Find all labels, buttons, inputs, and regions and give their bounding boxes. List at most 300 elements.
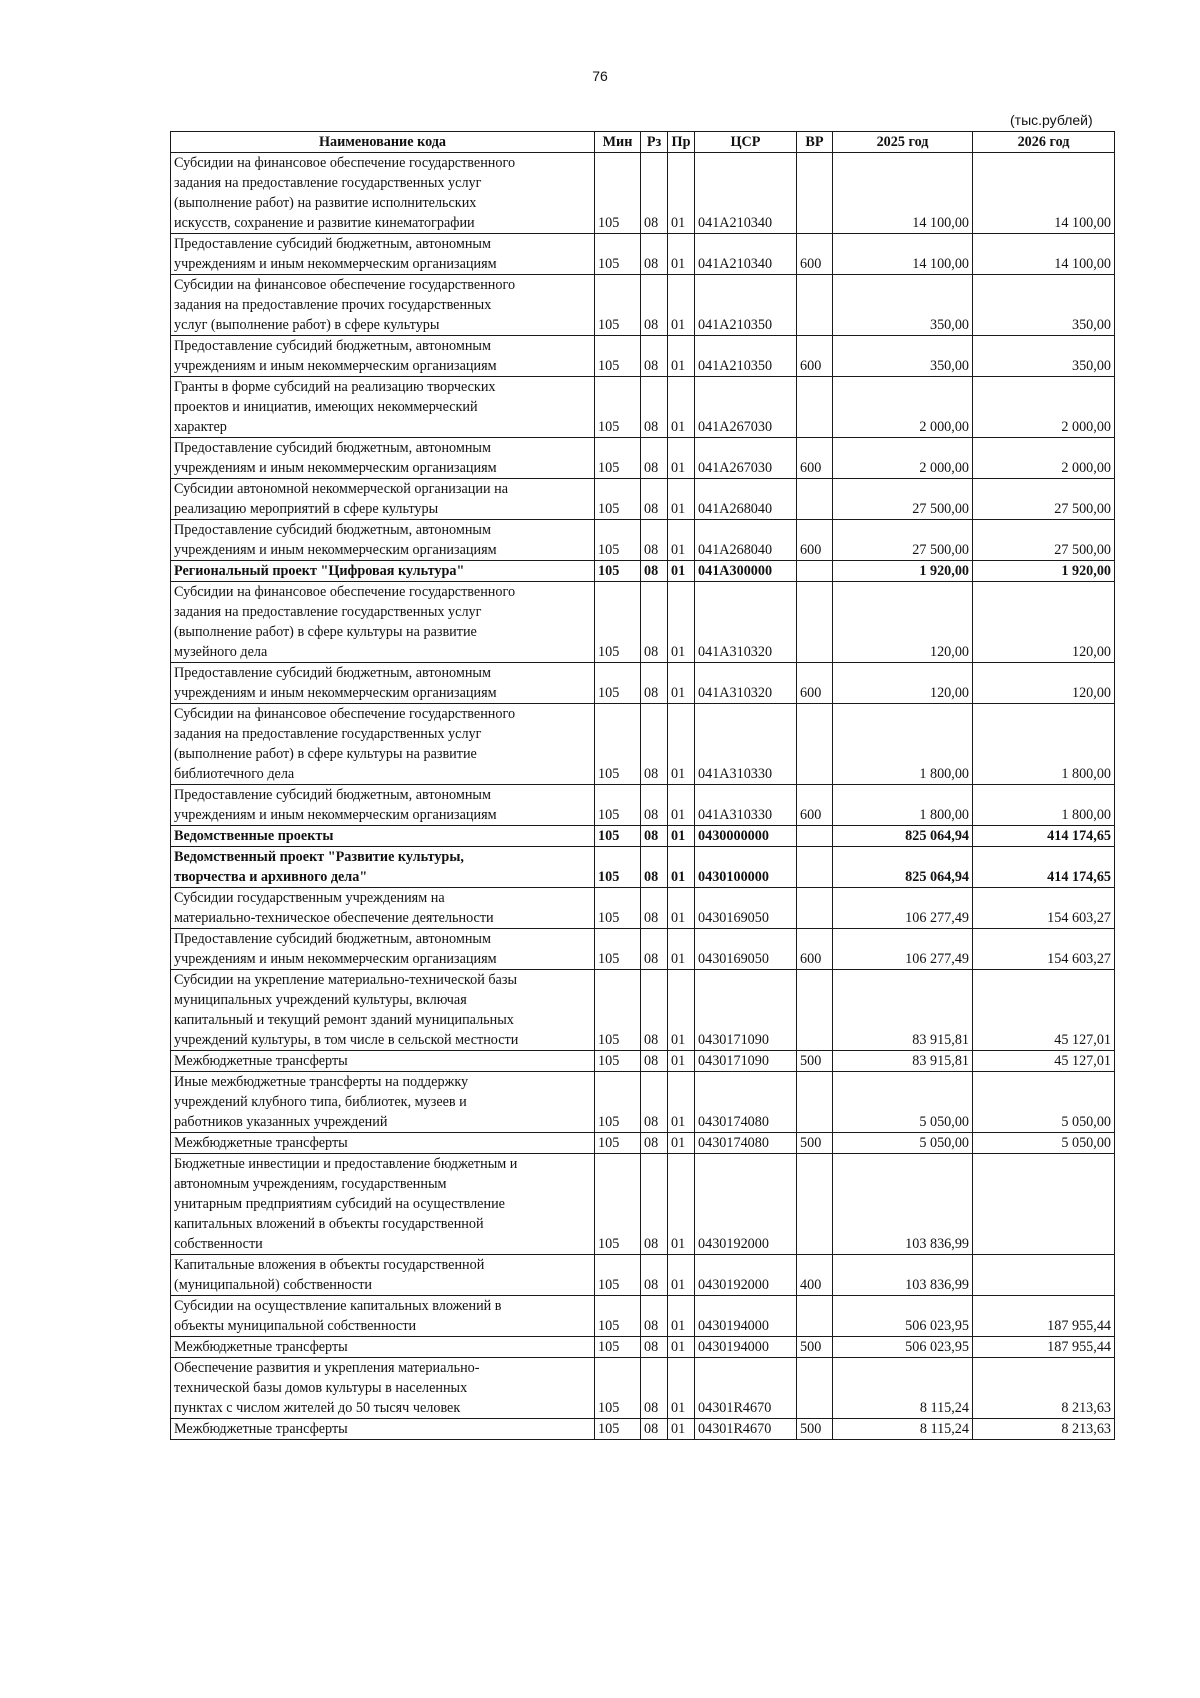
cell-name-line: Ведомственные проекты: [174, 828, 334, 844]
cell-vr: 600: [797, 438, 833, 479]
cell-csr: 041A310320: [695, 663, 797, 704]
cell-vr: [797, 1154, 833, 1255]
cell-rz: 08: [641, 1133, 668, 1154]
cell-name-line: Гранты в форме субсидий на реализацию творческих: [174, 379, 496, 395]
cell-vr: [797, 704, 833, 785]
cell-name-line: учреждениям и иным некоммерческим организациям: [174, 358, 497, 374]
cell-vr: [797, 970, 833, 1051]
cell-min: 105: [595, 785, 641, 826]
cell-name-line: (выполнение работ) в сфере культуры на развитие: [174, 746, 477, 762]
table-row: [171, 929, 1115, 970]
cell-csr: 041A310330: [695, 785, 797, 826]
cell-name-line: Предоставление субсидий бюджетным, автономным: [174, 931, 491, 947]
cell-min: 105: [595, 336, 641, 377]
cell-name-line: Субсидии на осуществление капитальных вложений в: [174, 1298, 502, 1314]
cell-csr: 0430174080: [695, 1072, 797, 1133]
cell-csr: 0430169050: [695, 888, 797, 929]
cell-rz: 08: [641, 1419, 668, 1440]
cell-vr: [797, 275, 833, 336]
cell-pr: 01: [668, 479, 695, 520]
cell-pr: 01: [668, 929, 695, 970]
cell-name: [171, 1419, 595, 1440]
cell-min: 105: [595, 1358, 641, 1419]
cell-vr: [797, 377, 833, 438]
cell-rz: 08: [641, 847, 668, 888]
cell-rz: 08: [641, 1072, 668, 1133]
cell-name-line: Межбюджетные трансферты: [174, 1421, 348, 1437]
cell-rz: 08: [641, 888, 668, 929]
cell-name-line: искусств, сохранение и развитие кинематографии: [174, 215, 475, 231]
cell-name: [171, 377, 595, 438]
table-row: [171, 1072, 1115, 1133]
cell-2026: 14 100,00: [973, 153, 1115, 234]
cell-2026: 120,00: [973, 663, 1115, 704]
table-row: [171, 1133, 1115, 1154]
cell-name-line: задания на предоставление прочих государственных: [174, 297, 492, 313]
cell-min: 105: [595, 1296, 641, 1337]
header-csr: ЦСР: [695, 132, 797, 153]
cell-name-line: музейного дела: [174, 644, 268, 660]
cell-2025: 506 023,95: [833, 1337, 973, 1358]
cell-2025: 14 100,00: [833, 153, 973, 234]
cell-vr: [797, 582, 833, 663]
table-row: [171, 520, 1115, 561]
cell-pr: 01: [668, 1419, 695, 1440]
cell-2026: 154 603,27: [973, 929, 1115, 970]
cell-min: 105: [595, 663, 641, 704]
cell-rz: 08: [641, 336, 668, 377]
cell-vr: 600: [797, 234, 833, 275]
cell-pr: 01: [668, 561, 695, 582]
cell-2026: 187 955,44: [973, 1337, 1115, 1358]
cell-rz: 08: [641, 479, 668, 520]
cell-vr: [797, 479, 833, 520]
cell-2025: 350,00: [833, 336, 973, 377]
cell-name-line: Капитальные вложения в объекты государственной: [174, 1257, 485, 1273]
cell-pr: 01: [668, 1358, 695, 1419]
cell-csr: 0430171090: [695, 1051, 797, 1072]
cell-2025: 103 836,99: [833, 1154, 973, 1255]
cell-vr: 500: [797, 1051, 833, 1072]
cell-2025: 27 500,00: [833, 479, 973, 520]
cell-csr: 041A210350: [695, 275, 797, 336]
cell-csr: 041A267030: [695, 438, 797, 479]
cell-name: [171, 785, 595, 826]
cell-name-line: Субсидии на финансовое обеспечение государственного: [174, 277, 516, 293]
cell-pr: 01: [668, 1051, 695, 1072]
cell-pr: 01: [668, 582, 695, 663]
cell-name-line: учреждениям и иным некоммерческим организациям: [174, 685, 497, 701]
cell-csr: 0430171090: [695, 970, 797, 1051]
cell-rz: 08: [641, 1051, 668, 1072]
table-row: [171, 1296, 1115, 1337]
cell-2025: 103 836,99: [833, 1255, 973, 1296]
cell-csr: 0430194000: [695, 1296, 797, 1337]
cell-rz: 08: [641, 826, 668, 847]
cell-min: 105: [595, 1051, 641, 1072]
header-vr: ВР: [797, 132, 833, 153]
cell-vr: 600: [797, 336, 833, 377]
cell-pr: 01: [668, 234, 695, 275]
cell-name: [171, 1358, 595, 1419]
cell-rz: 08: [641, 704, 668, 785]
cell-2025: 1 920,00: [833, 561, 973, 582]
cell-csr: 0430100000: [695, 847, 797, 888]
cell-name-line: автономным учреждениям, государственным: [174, 1176, 447, 1192]
cell-pr: 01: [668, 1255, 695, 1296]
cell-pr: 01: [668, 438, 695, 479]
cell-2025: 120,00: [833, 582, 973, 663]
cell-rz: 08: [641, 1154, 668, 1255]
cell-2026: 120,00: [973, 582, 1115, 663]
cell-min: 105: [595, 479, 641, 520]
cell-2026: 1 800,00: [973, 785, 1115, 826]
cell-rz: 08: [641, 377, 668, 438]
cell-name-line: Межбюджетные трансферты: [174, 1339, 348, 1355]
table-row: [171, 970, 1115, 1051]
cell-name-line: услуг (выполнение работ) в сфере культуры: [174, 317, 440, 333]
cell-pr: 01: [668, 970, 695, 1051]
cell-min: 105: [595, 1154, 641, 1255]
cell-name-line: Субсидии на финансовое обеспечение государственного: [174, 155, 516, 171]
page-number: 76: [592, 68, 608, 84]
cell-2025: 2 000,00: [833, 438, 973, 479]
cell-name: [171, 826, 595, 847]
cell-2025: 1 800,00: [833, 785, 973, 826]
cell-rz: 08: [641, 929, 668, 970]
table-row: [171, 888, 1115, 929]
cell-name-line: Ведомственный проект "Развитие культуры,: [174, 849, 464, 865]
table-row: [171, 153, 1115, 234]
cell-vr: [797, 153, 833, 234]
cell-2025: 1 800,00: [833, 704, 973, 785]
cell-vr: [797, 888, 833, 929]
table-row: [171, 1358, 1115, 1419]
cell-csr: 041A268040: [695, 520, 797, 561]
cell-name: [171, 561, 595, 582]
cell-min: 105: [595, 234, 641, 275]
cell-vr: [797, 847, 833, 888]
cell-name-line: Субсидии на финансовое обеспечение государственного: [174, 706, 516, 722]
cell-name-line: пунктах с числом жителей до 50 тысяч человек: [174, 1400, 461, 1416]
cell-rz: 08: [641, 275, 668, 336]
cell-name-line: (муниципальной) собственности: [174, 1277, 373, 1293]
cell-name-line: Предоставление субсидий бюджетным, автономным: [174, 236, 491, 252]
cell-min: 105: [595, 275, 641, 336]
cell-vr: 600: [797, 663, 833, 704]
cell-name: [171, 520, 595, 561]
cell-2025: 350,00: [833, 275, 973, 336]
cell-name: [171, 1133, 595, 1154]
cell-rz: 08: [641, 785, 668, 826]
table-row: [171, 377, 1115, 438]
cell-name-line: задания на предоставление государственных услуг: [174, 175, 482, 191]
cell-name-line: учреждениям и иным некоммерческим организациям: [174, 542, 497, 558]
table-row: [171, 438, 1115, 479]
cell-min: 105: [595, 582, 641, 663]
header-2025: 2025 год: [833, 132, 973, 153]
cell-name-line: Предоставление субсидий бюджетным, автономным: [174, 665, 491, 681]
cell-min: 105: [595, 1072, 641, 1133]
table-row: [171, 275, 1115, 336]
cell-2025: 2 000,00: [833, 377, 973, 438]
cell-pr: 01: [668, 1337, 695, 1358]
cell-vr: 600: [797, 929, 833, 970]
cell-csr: 041A310330: [695, 704, 797, 785]
cell-2026: 414 174,65: [973, 826, 1115, 847]
cell-name-line: капитальных вложений в объекты государственной: [174, 1216, 484, 1232]
cell-name: [171, 275, 595, 336]
cell-vr: [797, 1358, 833, 1419]
cell-vr: 400: [797, 1255, 833, 1296]
cell-name: [171, 888, 595, 929]
cell-csr: 0430174080: [695, 1133, 797, 1154]
cell-vr: [797, 826, 833, 847]
cell-csr: 041A267030: [695, 377, 797, 438]
header-row: [171, 132, 1115, 153]
cell-name-line: Субсидии на финансовое обеспечение государственного: [174, 584, 516, 600]
cell-pr: 01: [668, 888, 695, 929]
cell-name-line: учреждений культуры, в том числе в сельской местности: [174, 1032, 519, 1048]
table-row: [171, 847, 1115, 888]
table-row: [171, 234, 1115, 275]
cell-name-line: объекты муниципальной собственности: [174, 1318, 417, 1334]
cell-2025: 106 277,49: [833, 929, 973, 970]
cell-2026: 187 955,44: [973, 1296, 1115, 1337]
table-row: [171, 561, 1115, 582]
cell-vr: 500: [797, 1337, 833, 1358]
cell-name-line: задания на предоставление государственных услуг: [174, 726, 482, 742]
cell-name-line: учреждениям и иным некоммерческим организациям: [174, 460, 497, 476]
cell-name: [171, 582, 595, 663]
cell-name-line: Предоставление субсидий бюджетным, автономным: [174, 522, 491, 538]
cell-csr: 041A310320: [695, 582, 797, 663]
cell-csr: 04301R4670: [695, 1419, 797, 1440]
table-row: [171, 663, 1115, 704]
cell-csr: 04301R4670: [695, 1358, 797, 1419]
cell-rz: 08: [641, 1337, 668, 1358]
cell-2026: 1 920,00: [973, 561, 1115, 582]
cell-name-line: задания на предоставление государственных услуг: [174, 604, 482, 620]
cell-csr: 041A300000: [695, 561, 797, 582]
cell-2026: 1 800,00: [973, 704, 1115, 785]
table-row: [171, 826, 1115, 847]
cell-pr: 01: [668, 704, 695, 785]
cell-pr: 01: [668, 826, 695, 847]
cell-csr: 041A210340: [695, 153, 797, 234]
cell-2025: 8 115,24: [833, 1419, 973, 1440]
cell-name-line: (выполнение работ) на развитие исполнительских: [174, 195, 477, 211]
table-row: [171, 704, 1115, 785]
cell-name-line: технической базы домов культуры в населенных: [174, 1380, 468, 1396]
cell-name-line: Межбюджетные трансферты: [174, 1053, 348, 1069]
cell-2026: 2 000,00: [973, 377, 1115, 438]
cell-name: [171, 1051, 595, 1072]
cell-2025: 120,00: [833, 663, 973, 704]
cell-name-line: проектов и инициатив, имеющих некоммерческий: [174, 399, 478, 415]
cell-name-line: Предоставление субсидий бюджетным, автономным: [174, 338, 491, 354]
header-pr: Пр: [668, 132, 695, 153]
cell-name: [171, 336, 595, 377]
cell-name: [171, 663, 595, 704]
cell-name: [171, 1154, 595, 1255]
cell-min: 105: [595, 153, 641, 234]
cell-min: 105: [595, 520, 641, 561]
cell-name-line: Региональный проект "Цифровая культура": [174, 563, 465, 579]
cell-2026: 5 050,00: [973, 1072, 1115, 1133]
cell-2026: [973, 1255, 1115, 1296]
cell-2026: 14 100,00: [973, 234, 1115, 275]
table-row: [171, 582, 1115, 663]
cell-pr: 01: [668, 1154, 695, 1255]
cell-csr: 0430192000: [695, 1154, 797, 1255]
cell-2025: 825 064,94: [833, 847, 973, 888]
cell-name: [171, 847, 595, 888]
cell-min: 105: [595, 1133, 641, 1154]
cell-min: 105: [595, 929, 641, 970]
cell-vr: 500: [797, 1133, 833, 1154]
table-row: [171, 1337, 1115, 1358]
cell-min: 105: [595, 1419, 641, 1440]
cell-vr: 500: [797, 1419, 833, 1440]
cell-min: 105: [595, 970, 641, 1051]
table-row: [171, 1154, 1115, 1255]
cell-name-line: творчества и архивного дела": [174, 869, 368, 885]
cell-pr: 01: [668, 275, 695, 336]
cell-2025: 83 915,81: [833, 970, 973, 1051]
cell-name: [171, 479, 595, 520]
cell-name-line: Иные межбюджетные трансферты на поддержку: [174, 1074, 469, 1090]
cell-name: [171, 1296, 595, 1337]
cell-2026: 27 500,00: [973, 479, 1115, 520]
cell-rz: 08: [641, 970, 668, 1051]
cell-vr: [797, 1072, 833, 1133]
cell-min: 105: [595, 1337, 641, 1358]
cell-min: 105: [595, 888, 641, 929]
cell-2026: 8 213,63: [973, 1358, 1115, 1419]
cell-2026: 8 213,63: [973, 1419, 1115, 1440]
cell-name: [171, 929, 595, 970]
cell-2025: 5 050,00: [833, 1133, 973, 1154]
cell-rz: 08: [641, 1358, 668, 1419]
cell-pr: 01: [668, 1296, 695, 1337]
cell-pr: 01: [668, 847, 695, 888]
cell-pr: 01: [668, 663, 695, 704]
cell-name: [171, 1255, 595, 1296]
cell-name-line: учреждениям и иным некоммерческим организациям: [174, 256, 497, 272]
cell-2026: 45 127,01: [973, 1051, 1115, 1072]
cell-name-line: Субсидии автономной некоммерческой организации на: [174, 481, 509, 497]
cell-csr: 041A210340: [695, 234, 797, 275]
cell-2026: 27 500,00: [973, 520, 1115, 561]
cell-rz: 08: [641, 438, 668, 479]
cell-min: 105: [595, 561, 641, 582]
cell-name-line: капитальный и текущий ремонт зданий муниципальных: [174, 1012, 514, 1028]
cell-vr: [797, 561, 833, 582]
cell-pr: 01: [668, 336, 695, 377]
cell-rz: 08: [641, 663, 668, 704]
cell-csr: 0430192000: [695, 1255, 797, 1296]
cell-2026: 5 050,00: [973, 1133, 1115, 1154]
cell-2025: 27 500,00: [833, 520, 973, 561]
cell-name-line: реализацию мероприятий в сфере культуры: [174, 501, 439, 517]
cell-2026: 154 603,27: [973, 888, 1115, 929]
cell-name-line: Бюджетные инвестиции и предоставление бюджетным и: [174, 1156, 518, 1172]
table-row: [171, 1051, 1115, 1072]
cell-name: [171, 234, 595, 275]
budget-table: [170, 131, 1115, 1440]
cell-name-line: собственности: [174, 1236, 263, 1252]
cell-csr: 0430000000: [695, 826, 797, 847]
cell-2026: 2 000,00: [973, 438, 1115, 479]
cell-name: [171, 438, 595, 479]
cell-min: 105: [595, 704, 641, 785]
cell-2026: [973, 1154, 1115, 1255]
cell-2025: 8 115,24: [833, 1358, 973, 1419]
cell-2026: 414 174,65: [973, 847, 1115, 888]
cell-name-line: учреждениям и иным некоммерческим организациям: [174, 807, 497, 823]
cell-2025: 83 915,81: [833, 1051, 973, 1072]
cell-2025: 14 100,00: [833, 234, 973, 275]
cell-2025: 825 064,94: [833, 826, 973, 847]
cell-min: 105: [595, 377, 641, 438]
cell-pr: 01: [668, 1133, 695, 1154]
cell-csr: 0430194000: [695, 1337, 797, 1358]
cell-vr: 600: [797, 520, 833, 561]
cell-min: 105: [595, 1255, 641, 1296]
cell-name: [171, 1072, 595, 1133]
cell-name-line: Субсидии государственным учреждениям на: [174, 890, 445, 906]
cell-pr: 01: [668, 1072, 695, 1133]
cell-name-line: Предоставление субсидий бюджетным, автономным: [174, 787, 491, 803]
cell-name-line: работников указанных учреждений: [174, 1114, 388, 1130]
cell-name-line: учреждениям и иным некоммерческим организациям: [174, 951, 497, 967]
table-row: [171, 1255, 1115, 1296]
cell-2025: 506 023,95: [833, 1296, 973, 1337]
cell-csr: 041A210350: [695, 336, 797, 377]
cell-2025: 106 277,49: [833, 888, 973, 929]
cell-name-line: Субсидии на укрепление материально-технической базы: [174, 972, 517, 988]
cell-rz: 08: [641, 234, 668, 275]
cell-name-line: Предоставление субсидий бюджетным, автономным: [174, 440, 491, 456]
cell-name: [171, 970, 595, 1051]
header-rz: Рз: [641, 132, 668, 153]
cell-csr: 041A268040: [695, 479, 797, 520]
cell-name-line: характер: [174, 419, 227, 435]
cell-rz: 08: [641, 520, 668, 561]
cell-name-line: библиотечного дела: [174, 766, 295, 782]
cell-2025: 5 050,00: [833, 1072, 973, 1133]
cell-name-line: унитарным предприятиям субсидий на осуществление: [174, 1196, 505, 1212]
cell-csr: 0430169050: [695, 929, 797, 970]
header-name: Наименование кода: [171, 132, 595, 153]
table-row: [171, 479, 1115, 520]
cell-2026: 350,00: [973, 275, 1115, 336]
cell-name-line: материально-техническое обеспечение деятельности: [174, 910, 494, 926]
cell-min: 105: [595, 847, 641, 888]
cell-name-line: Межбюджетные трансферты: [174, 1135, 348, 1151]
table-row: [171, 1419, 1115, 1440]
cell-rz: 08: [641, 1296, 668, 1337]
units-label: (тыс.рублей): [1010, 112, 1093, 128]
header-2026: 2026 год: [973, 132, 1115, 153]
cell-rz: 08: [641, 1255, 668, 1296]
cell-pr: 01: [668, 153, 695, 234]
cell-vr: 600: [797, 785, 833, 826]
cell-min: 105: [595, 826, 641, 847]
cell-pr: 01: [668, 520, 695, 561]
cell-vr: [797, 1296, 833, 1337]
